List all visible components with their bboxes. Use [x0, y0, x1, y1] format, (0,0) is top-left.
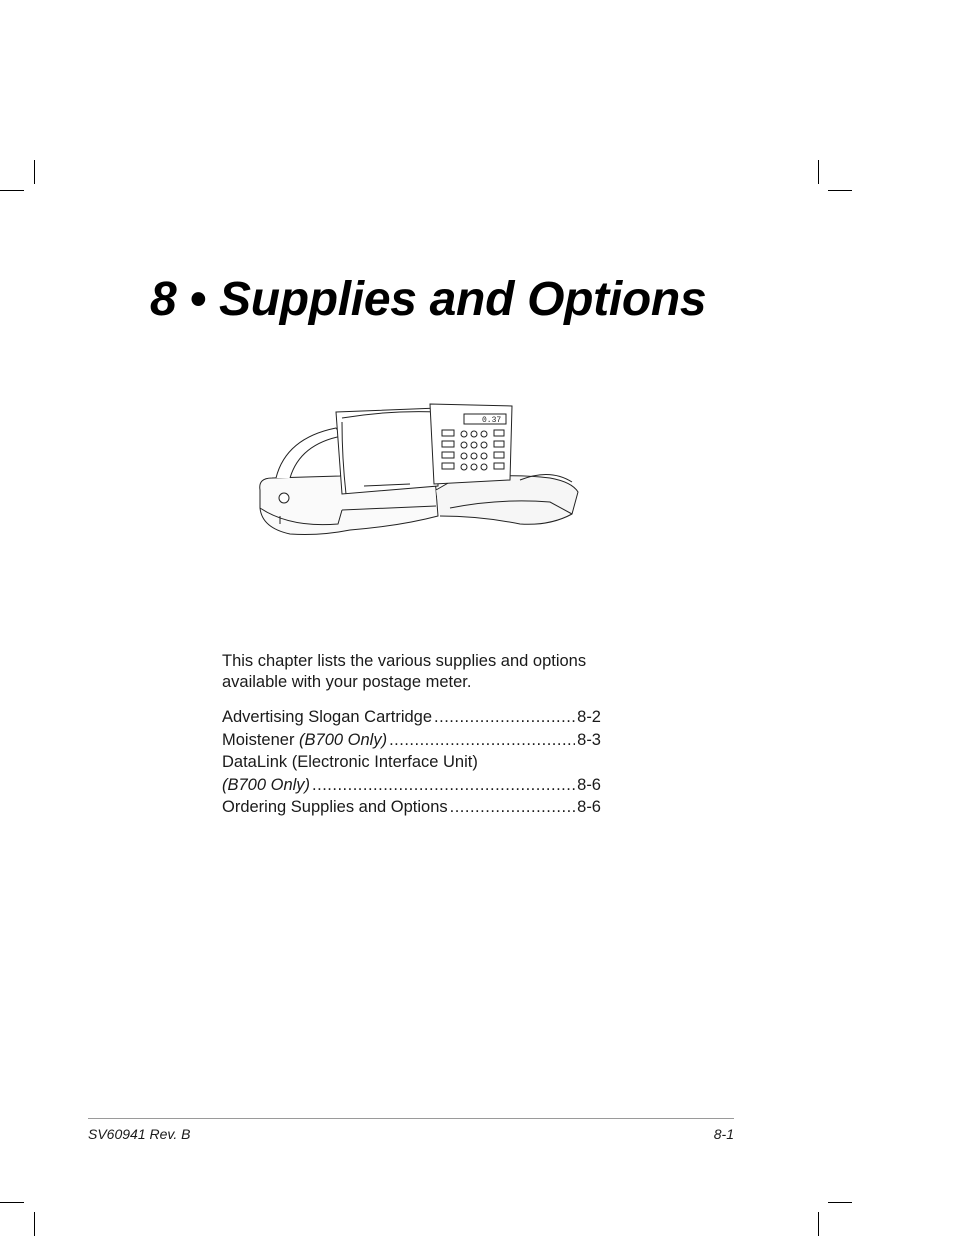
crop-mark [34, 1212, 35, 1236]
toc-entry-title: Advertising Slogan Cartridge [222, 708, 433, 726]
meter-display-text: 0.37 [482, 416, 502, 425]
crop-mark [818, 1212, 819, 1236]
toc-entry[interactable] [222, 798, 601, 821]
footer-divider [88, 1118, 734, 1119]
crop-mark [34, 160, 35, 184]
toc-leader [312, 776, 575, 795]
toc-leader [434, 708, 575, 727]
toc-entry[interactable] [222, 776, 601, 799]
toc-entry-title-line[interactable]: DataLink (Electronic Interface Unit) [222, 753, 478, 771]
toc-entry[interactable] [222, 731, 601, 754]
toc-entry-qualifier: (B700 Only) [299, 730, 388, 749]
toc-entry-page: 8-6 [577, 775, 601, 794]
footer-page-number: 8-1 [713, 1126, 734, 1142]
toc-entry-page: 8-6 [577, 798, 601, 816]
chapter-title: 8 • Supplies and Options [150, 273, 707, 327]
crop-mark [0, 1202, 24, 1203]
toc-leader [450, 798, 576, 817]
table-of-contents [222, 708, 601, 821]
footer-doc-id: SV60941 Rev. B [88, 1126, 191, 1142]
toc-entry-page: 8-2 [577, 708, 601, 726]
intro-paragraph: This chapter lists the various supplies and options available with your postage meter. [222, 651, 587, 691]
toc-entry-qualifier: (B700 Only) [222, 775, 311, 794]
toc-entry-title: Ordering Supplies and Options [222, 798, 448, 816]
toc-entry-title: Moistener (B700 Only) [222, 730, 388, 749]
toc-entry[interactable] [222, 708, 601, 731]
toc-leader [389, 731, 575, 750]
toc-entry-page: 8-3 [577, 730, 601, 749]
crop-mark [0, 190, 24, 191]
postage-meter-illustration [250, 398, 584, 548]
crop-mark [828, 1202, 852, 1203]
crop-mark [818, 160, 819, 184]
crop-mark [828, 190, 852, 191]
